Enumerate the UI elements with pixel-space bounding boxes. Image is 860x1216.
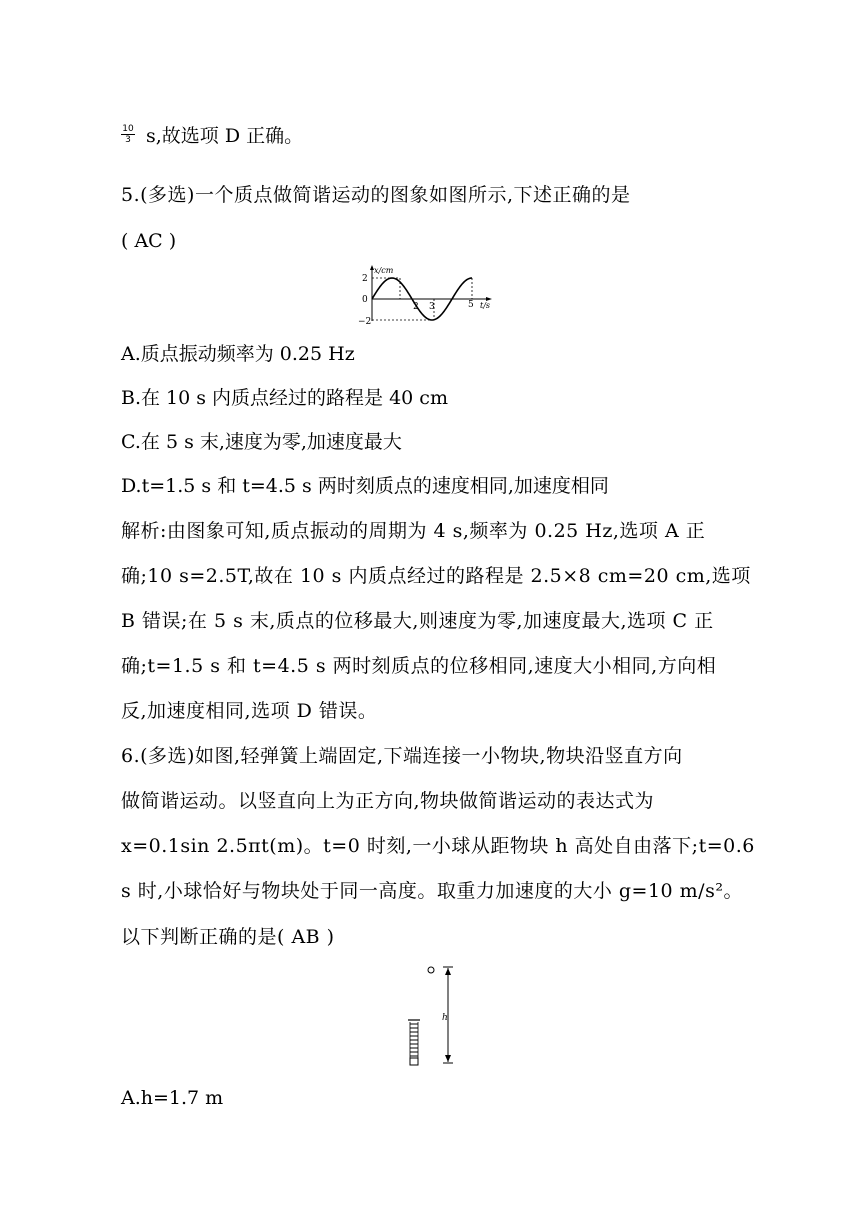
q5-analysis-line-3: B 错误;在 5 s 末,质点的位移最大,则速度为零,加速度最大,选项 C 正 (121, 610, 714, 632)
q6-spring-figure (398, 962, 462, 1072)
t-axis-label: t/s (480, 301, 491, 310)
q5-stem: 5.(多选)一个质点做简谐运动的图象如图所示,下述正确的是 (121, 184, 631, 206)
q6-stem-line-3: x=0.1sin 2.5πt(m)。t=0 时刻,一小球从距物块 h 高处自由落下;t=0.6 (121, 835, 755, 857)
t-tick-5: 5 (468, 300, 474, 310)
fraction-numerator: 10 (122, 124, 134, 134)
q5-analysis-line-5: 反,加速度相同,选项 D 错误。 (121, 700, 378, 722)
y-axis-label: x/cm (374, 266, 394, 275)
falling-ball (428, 967, 434, 973)
arrow-down-head (445, 1055, 451, 1062)
y-tick-0: 0 (362, 295, 368, 305)
fraction-10-over-3 (121, 124, 135, 145)
block (410, 1058, 418, 1065)
q6-option-a: A.h=1.7 m (121, 1087, 224, 1109)
q6-stem-line-4: s 时,小球恰好与物块处于同一高度。取重力加速度的大小 g=10 m/s²。 (121, 880, 743, 902)
y-tick-2: 2 (362, 274, 368, 284)
q5-analysis-line-1: 解析:由图象可知,质点振动的周期为 4 s,频率为 0.25 Hz,选项 A 正 (121, 520, 706, 542)
q5-option-a: A.质点振动频率为 0.25 Hz (121, 343, 355, 365)
q5-answer: ( AC ) (121, 230, 177, 252)
q6-stem-line-5: 以下判断正确的是( AB ) (121, 926, 335, 948)
q5-analysis-line-4: 确;t=1.5 s 和 t=4.5 s 两时刻质点的位移相同,速度大小相同,方向相 (121, 655, 717, 677)
t-tick-2: 2 (413, 302, 419, 312)
q5-option-b: B.在 10 s 内质点经过的路程是 40 cm (121, 387, 448, 409)
prev-answer-tail: s,故选项 D 正确。 (146, 125, 304, 147)
q5-option-d: D.t=1.5 s 和 t=4.5 s 两时刻质点的速度相同,加速度相同 (121, 475, 609, 497)
spring-coils (410, 1024, 418, 1056)
arrow-up-head (445, 968, 451, 975)
q5-analysis-line-2: 确;10 s=2.5T,故在 10 s 内质点经过的路程是 2.5×8 cm=20 cm,选项 (121, 565, 751, 587)
y-tick-minus-2: −2 (358, 317, 372, 327)
height-label: h (442, 1013, 448, 1023)
q6-stem-line-1: 6.(多选)如图,轻弹簧上端固定,下端连接一小物块,物块沿竖直方向 (121, 745, 683, 767)
q5-option-c: C.在 5 s 末,速度为零,加速度最大 (121, 431, 402, 453)
q6-stem-line-2: 做简谐运动。以竖直向上为正方向,物块做简谐运动的表达式为 (121, 790, 655, 812)
t-tick-3: 3 (429, 302, 435, 312)
fraction-denominator: 3 (125, 135, 131, 145)
q5-sine-graph (358, 262, 502, 328)
